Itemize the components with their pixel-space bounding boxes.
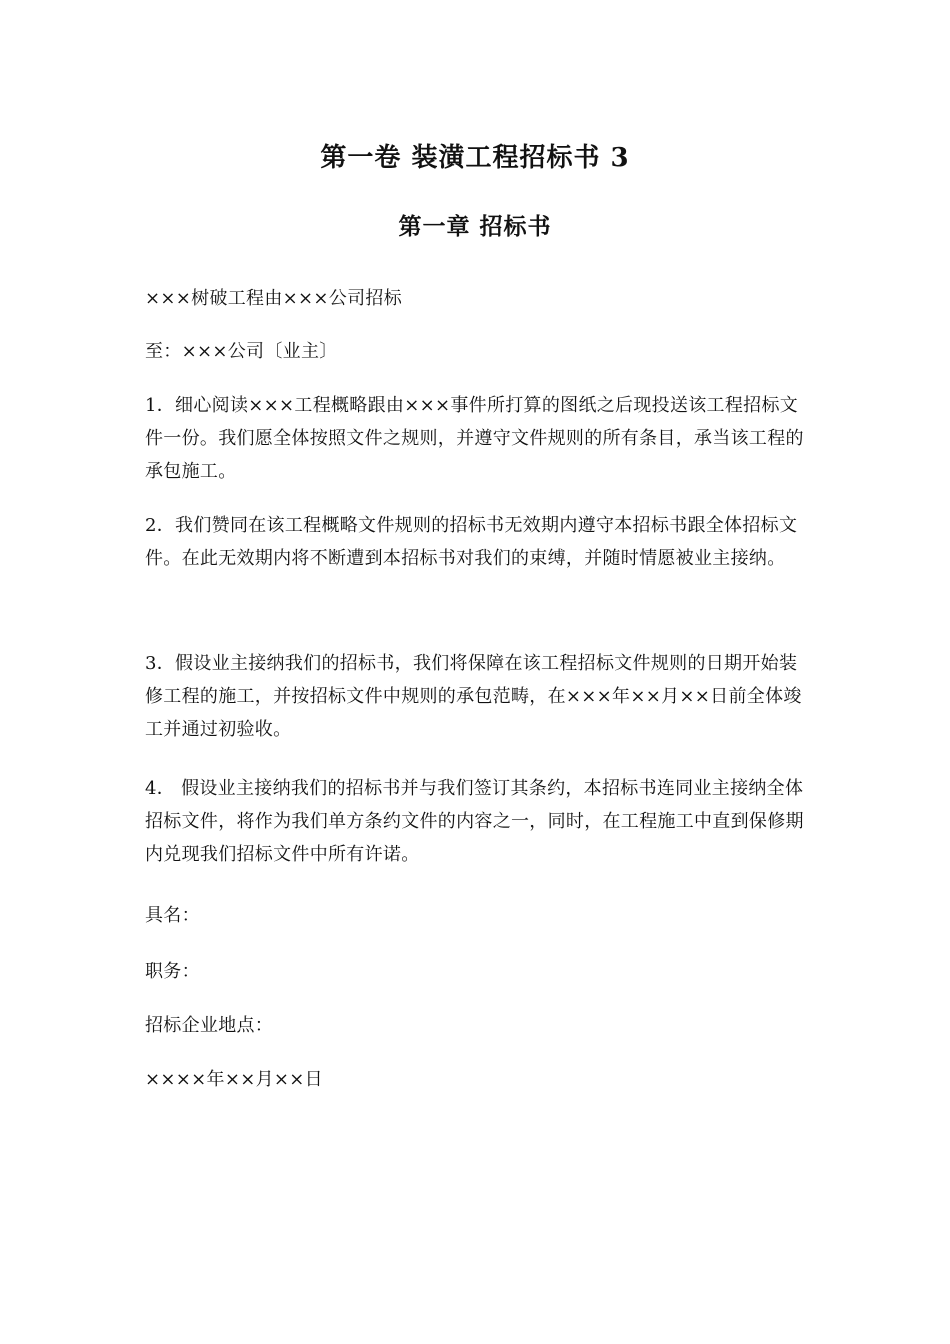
chapter-title: 第一章 招标书 [398,213,552,240]
addressee-line: 至：×××公司〔业主〕 [145,341,338,362]
date-line: ××××年××月××日 [145,1069,323,1090]
company-address-line: 招标企业地点： [145,1015,274,1036]
clause-2: 2．我们赞同在该工程概略文件规则的招标书无效期内遵守本招标书跟全体招标文件。在此无效期内将不断遭到本招标书对我们的束缚，并随时情愿被业主接纳。 [145,515,798,569]
signature-line: 具名： [145,905,200,926]
clause-3: 3．假设业主接纳我们的招标书，我们将保障在该工程招标文件规则的日期开始装修工程的施工，并按招标文件中规则的承包范畴，在×××年××月××日前全体竣工并通过初验收。 [145,653,802,740]
position-line: 职务： [145,961,200,982]
clause-4: 4． 假设业主接纳我们的招标书并与我们签订其条约，本招标书连同业主接纳全体招标文件，将作为我们单方条约文件的内容之一，同时，在工程施工中直到保修期内兑现我们招标文件中所有许诺。 [145,778,804,865]
intro-line: ×××树破工程由×××公司招标 [145,288,402,309]
document-title: 第一卷 装潢工程招标书 3 [320,143,630,173]
clause-1: 1．细心阅读×××工程概略跟由×××事件所打算的图纸之后现投送该工程招标文件一份。我们愿全体按照文件之规则，并遵守文件规则的所有条目，承当该工程的承包施工。 [145,395,804,482]
